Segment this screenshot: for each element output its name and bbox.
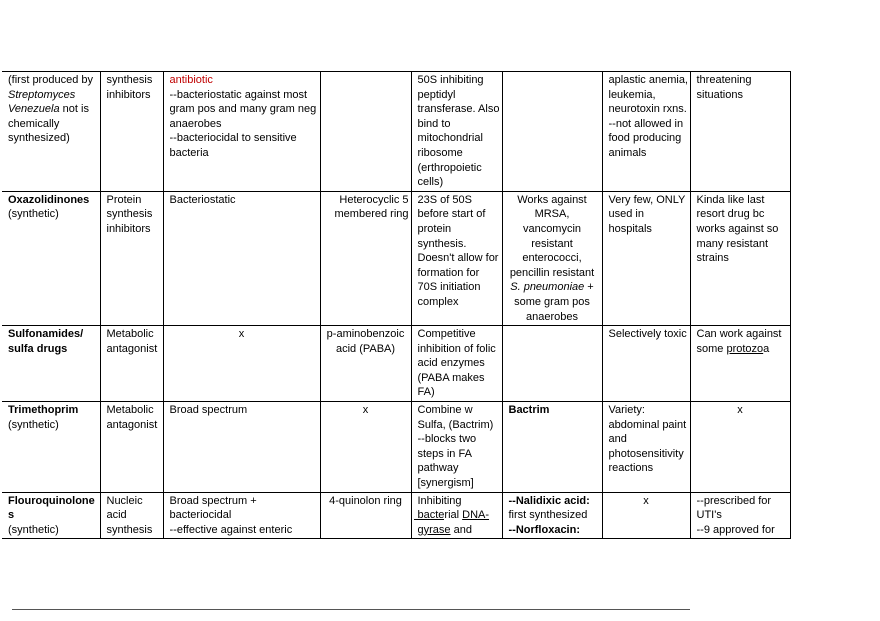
mechanism-cell: Competitive inhibition of folic acid enzymes (PABA makes FA): [411, 326, 502, 402]
drug-name-cell: Flouroquinolones (synthetic): [2, 492, 100, 539]
side-effects-cell: Selectively toxic: [602, 326, 690, 402]
mechanism-cell: Inhibiting bacterial DNA-gyrase and: [411, 492, 502, 539]
footer-rule: [12, 609, 690, 610]
drug-name-cell: (first produced by Streptomyces Venezuela not is chemically synthesized): [2, 72, 100, 192]
spectrum-cell: Broad spectrum: [163, 402, 320, 493]
drug-type-cell: Metabolic antagonist: [100, 326, 163, 402]
structure-cell: Heterocyclic 5 membered ring: [320, 191, 411, 325]
drug-type-cell: synthesis inhibitors: [100, 72, 163, 192]
drug-name-cell: Trimethoprim (synthetic): [2, 402, 100, 493]
drug-name-cell: Sulfonamides/ sulfa drugs: [2, 326, 100, 402]
structure-cell: p-aminobenzoic acid (PABA): [320, 326, 411, 402]
structure-cell: [320, 72, 411, 192]
mechanism-cell: 50S inhibiting peptidyl transferase. Also bind to mitochondrial ribosome (erthropoietic cells): [411, 72, 502, 192]
drug-name-cell: Oxazolidinones (synthetic): [2, 191, 100, 325]
structure-cell: x: [320, 402, 411, 493]
examples-cell: [502, 326, 602, 402]
examples-cell: [502, 72, 602, 192]
notes-cell: Can work against some protozoa: [690, 326, 790, 402]
examples-cell: Works against MRSA, vancomycin resistant enterococci, pencillin resistant S. pneumoniae + some gram pos anaerobes: [502, 191, 602, 325]
examples-cell: --Nalidixic acid: first synthesized --Norfloxacin:: [502, 492, 602, 539]
side-effects-cell: x: [602, 492, 690, 539]
side-effects-cell: Very few, ONLY used in hospitals: [602, 191, 690, 325]
notes-cell: Kinda like last resort drug bc works against so many resistant strains: [690, 191, 790, 325]
drug-type-cell: Metabolic antagonist: [100, 402, 163, 493]
table-row: [2, 326, 790, 402]
table-row: [2, 402, 790, 493]
side-effects-cell: Variety: abdominal paint and photosensitivity reactions: [602, 402, 690, 493]
table-row: [2, 492, 790, 539]
notes-cell: x: [690, 402, 790, 493]
spectrum-cell: Bacteriostatic: [163, 191, 320, 325]
examples-cell: Bactrim: [502, 402, 602, 493]
spectrum-cell: Broad spectrum + bacteriocidal --effective against enteric: [163, 492, 320, 539]
drug-type-cell: Nucleic acid synthesis: [100, 492, 163, 539]
side-effects-cell: aplastic anemia, leukemia, neurotoxin rxns. --not allowed in food producing animals: [602, 72, 690, 192]
structure-cell: 4-quinolon ring: [320, 492, 411, 539]
mechanism-cell: 23S of 50S before start of protein synthesis. Doesn't allow for formation for 70S initiation complex: [411, 191, 502, 325]
table-row: [2, 191, 790, 325]
spectrum-cell: antibiotic --bacteriostatic against most gram pos and many gram neg anaerobes --bacteriocidal to sensitive bacteria: [163, 72, 320, 192]
spectrum-cell: x: [163, 326, 320, 402]
table-row: [2, 72, 790, 192]
drug-type-cell: Protein synthesis inhibitors: [100, 191, 163, 325]
antibiotics-table: [2, 71, 791, 539]
notes-cell: --prescribed for UTI's --9 approved for: [690, 492, 790, 539]
notes-cell: threatening situations: [690, 72, 790, 192]
underline-mark: [414, 519, 444, 520]
mechanism-cell: Combine w Sulfa, (Bactrim) --blocks two steps in FA pathway [synergism]: [411, 402, 502, 493]
